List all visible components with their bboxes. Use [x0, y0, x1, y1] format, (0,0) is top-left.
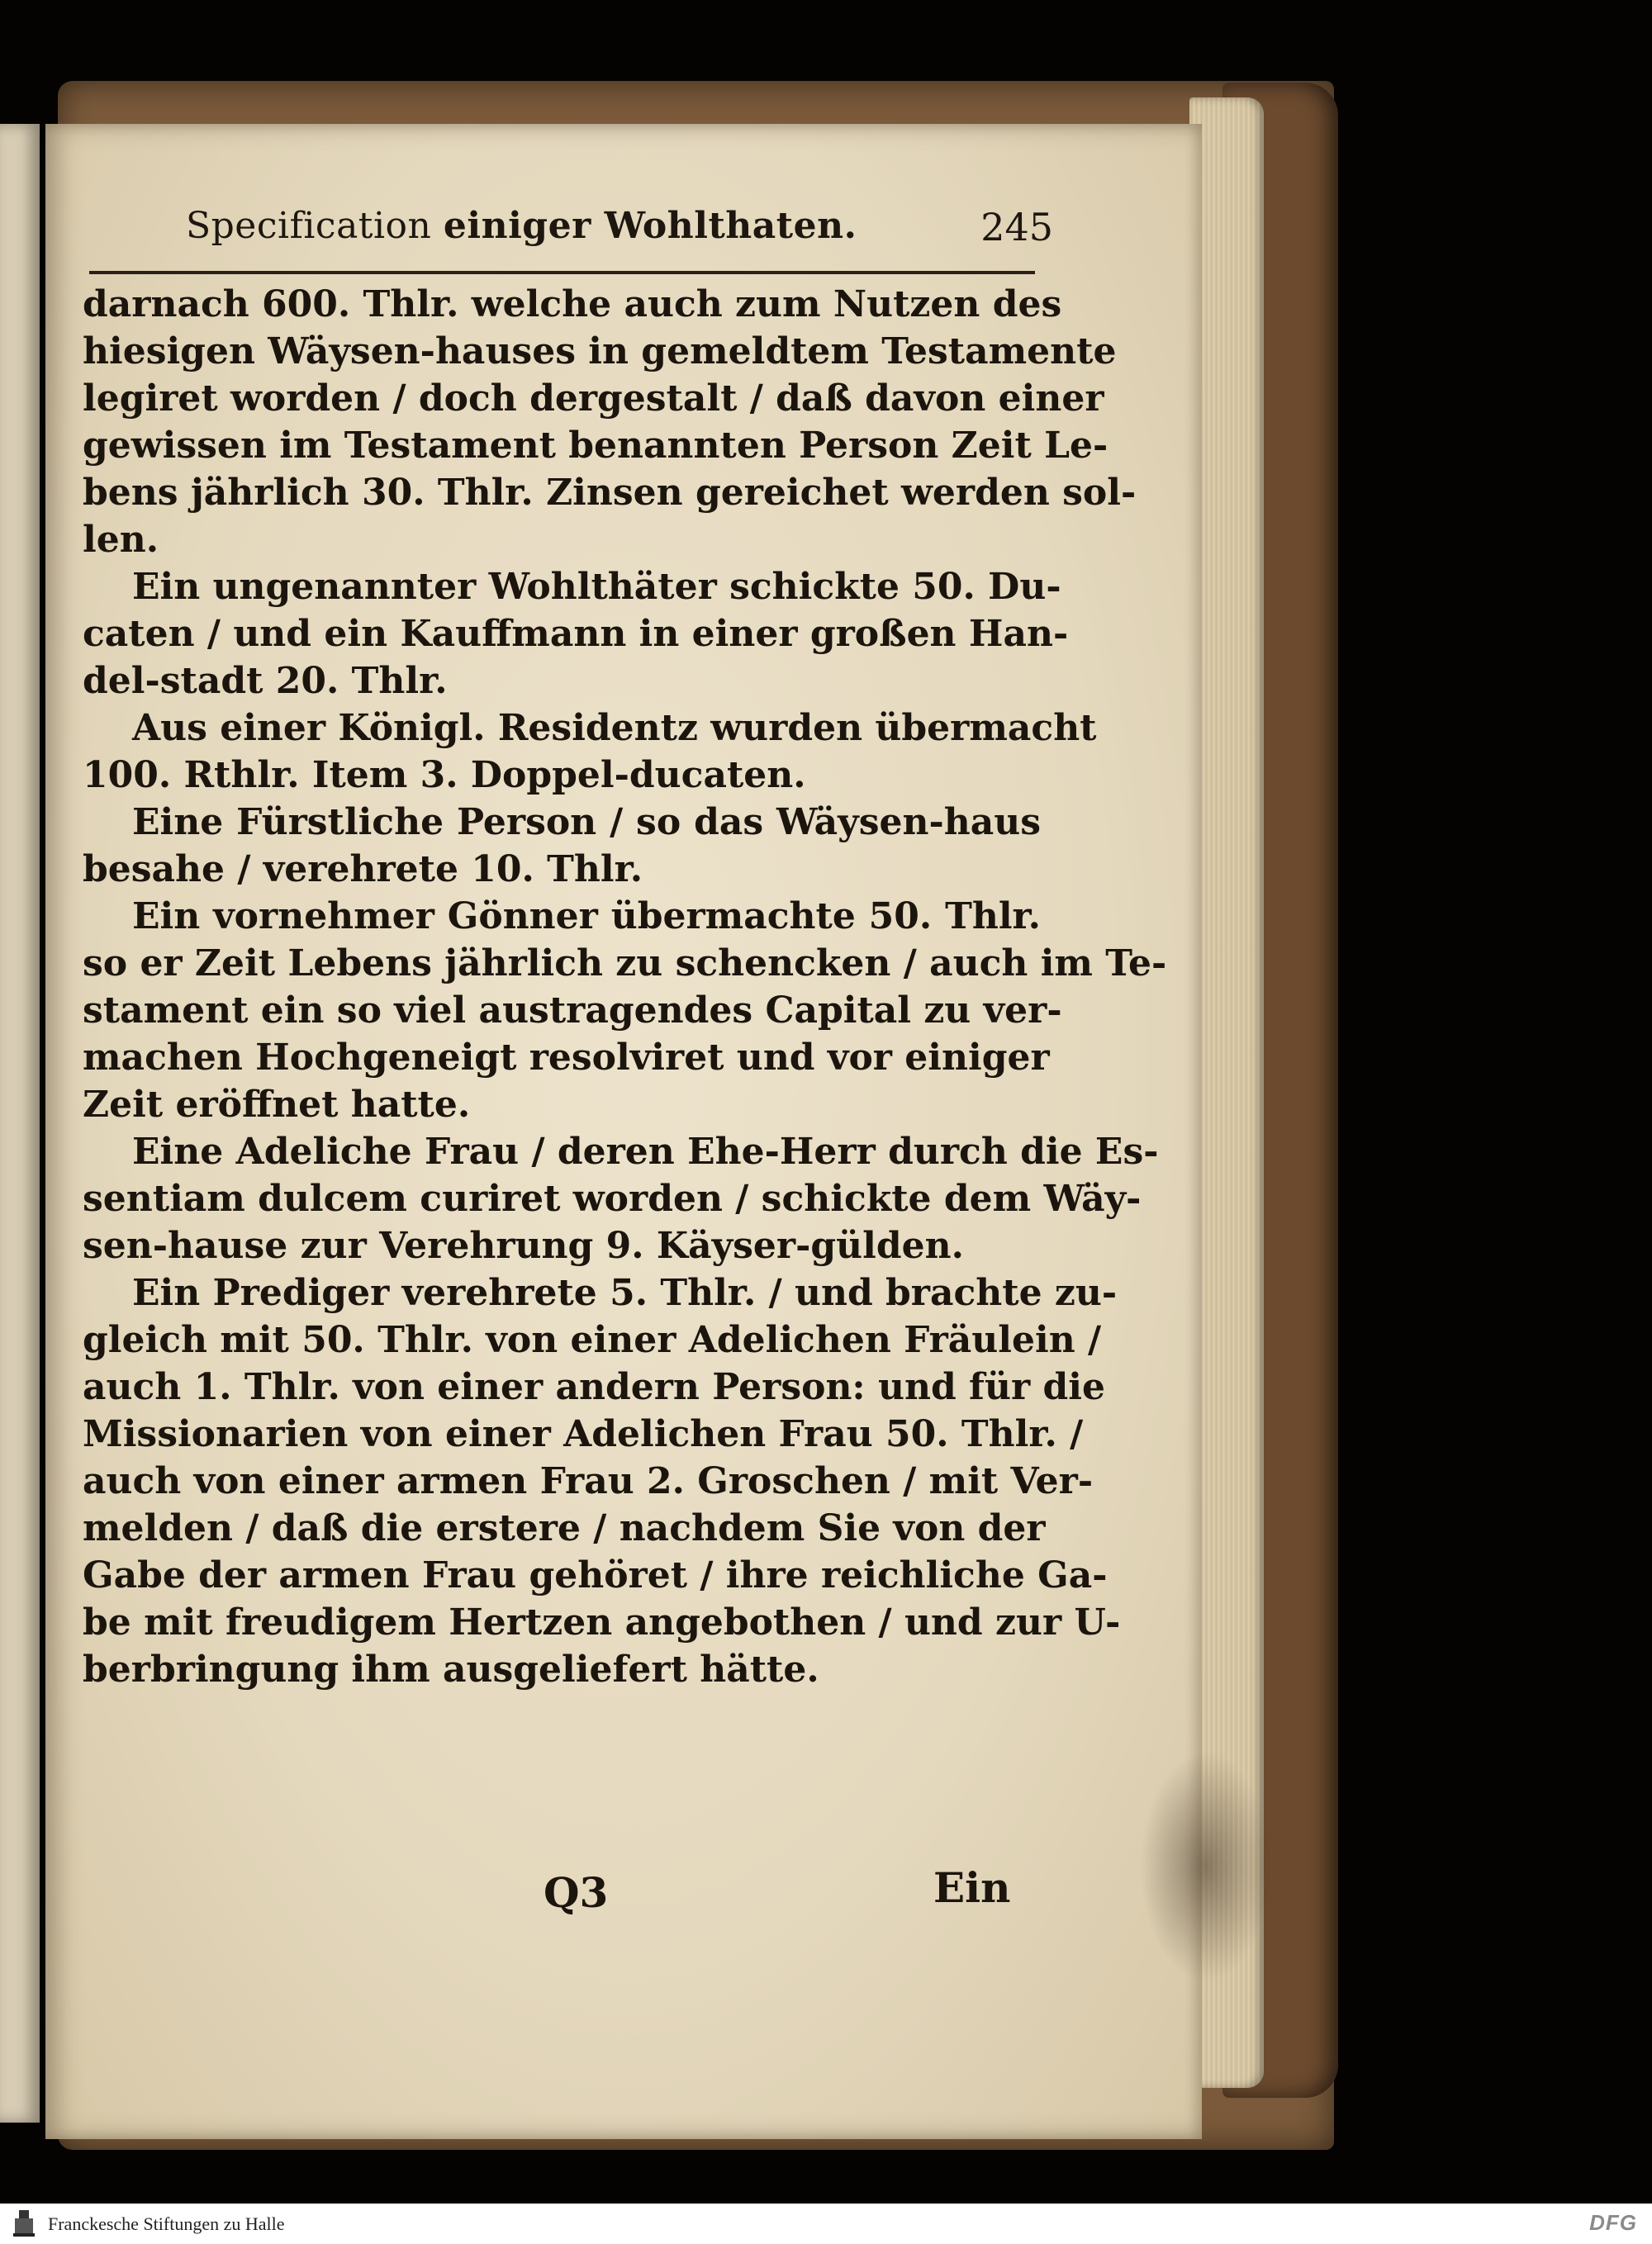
running-title-fraktur: einiger Wohlthaten.	[443, 205, 857, 247]
text-line: 100. Rthlr. Item 3. Doppel-ducaten.	[83, 754, 806, 796]
facing-page-edge	[0, 124, 40, 2123]
text-line: del-stadt 20. Thlr.	[83, 660, 448, 702]
running-header	[186, 198, 1053, 264]
text-line: hiesigen Wäysen-hauses in gemeldtem Testamente	[83, 330, 1117, 372]
institution-logo-icon	[12, 2208, 36, 2238]
text-line: auch 1. Thlr. von einer andern Person: und für die	[83, 1366, 1105, 1408]
dfg-logo: DFG	[1589, 2210, 1637, 2235]
text-line: berbringung ihm ausgeliefert hätte.	[83, 1649, 819, 1691]
text-line: Zeit eröffnet hatte.	[83, 1084, 471, 1126]
text-line: gleich mit 50. Thlr. von einer Adelichen Fräulein /	[83, 1319, 1102, 1361]
header-rule	[89, 271, 1035, 274]
signature-mark: Q3	[544, 1868, 609, 1917]
text-line: len.	[83, 519, 159, 561]
text-line: darnach 600. Thlr. welche auch zum Nutzen des	[83, 283, 1062, 325]
catchword: Ein	[933, 1863, 1011, 1912]
running-title	[186, 205, 857, 247]
text-line: Ein Prediger verehrete 5. Thlr. / und brachte zu-	[132, 1272, 1118, 1314]
running-title-plain: Specification	[186, 205, 432, 247]
text-line: sentiam dulcem curiret worden / schickte dem Wäy-	[83, 1178, 1142, 1220]
text-line: stament ein so viel austragendes Capital zu ver-	[83, 989, 1062, 1032]
text-line: be mit freudigem Hertzen angebothen / und zur U-	[83, 1601, 1121, 1644]
text-line: gewissen im Testament benannten Person Zeit Le-	[83, 425, 1108, 467]
text-line: sen-hause zur Verehrung 9. Käyser-gülden.	[83, 1225, 964, 1267]
text-line: Aus einer Königl. Residentz wurden übermacht	[132, 707, 1097, 749]
text-line: Eine Fürstliche Person / so das Wäysen-haus	[132, 801, 1041, 843]
text-line: so er Zeit Lebens jährlich zu schencken / auch im Te-	[83, 942, 1167, 984]
text-line: Eine Adeliche Frau / deren Ehe-Herr durch die Es-	[132, 1131, 1159, 1173]
text-line: caten / und ein Kauffmann in einer großen Han-	[83, 613, 1069, 655]
page-stain	[1140, 1751, 1272, 1982]
text-line: melden / daß die erstere / nachdem Sie von der	[83, 1507, 1046, 1549]
text-line: Gabe der armen Frau gehöret / ihre reichliche Ga-	[83, 1554, 1108, 1596]
footer-institution: Franckesche Stiftungen zu Halle	[48, 2213, 285, 2234]
body-text	[83, 281, 1167, 1693]
text-line: besahe / verehrete 10. Thlr.	[83, 848, 643, 890]
text-line: auch von einer armen Frau 2. Groschen / mit Ver-	[83, 1460, 1094, 1502]
footer-bar	[0, 2204, 1652, 2244]
text-line: Ein ungenannter Wohlthäter schickte 50. Du-	[132, 566, 1061, 608]
text-line: legiret worden / doch dergestalt / daß davon einer	[83, 377, 1104, 420]
text-line: Ein vornehmer Gönner übermachte 50. Thlr.	[132, 895, 1041, 937]
page-number: 245	[980, 205, 1053, 249]
text-line: machen Hochgeneigt resolviret und vor einiger	[83, 1037, 1050, 1079]
text-line: Missionarien von einer Adelichen Frau 50. Thlr. /	[83, 1413, 1084, 1455]
text-line: bens jährlich 30. Thlr. Zinsen gereichet werden sol-	[83, 472, 1137, 514]
